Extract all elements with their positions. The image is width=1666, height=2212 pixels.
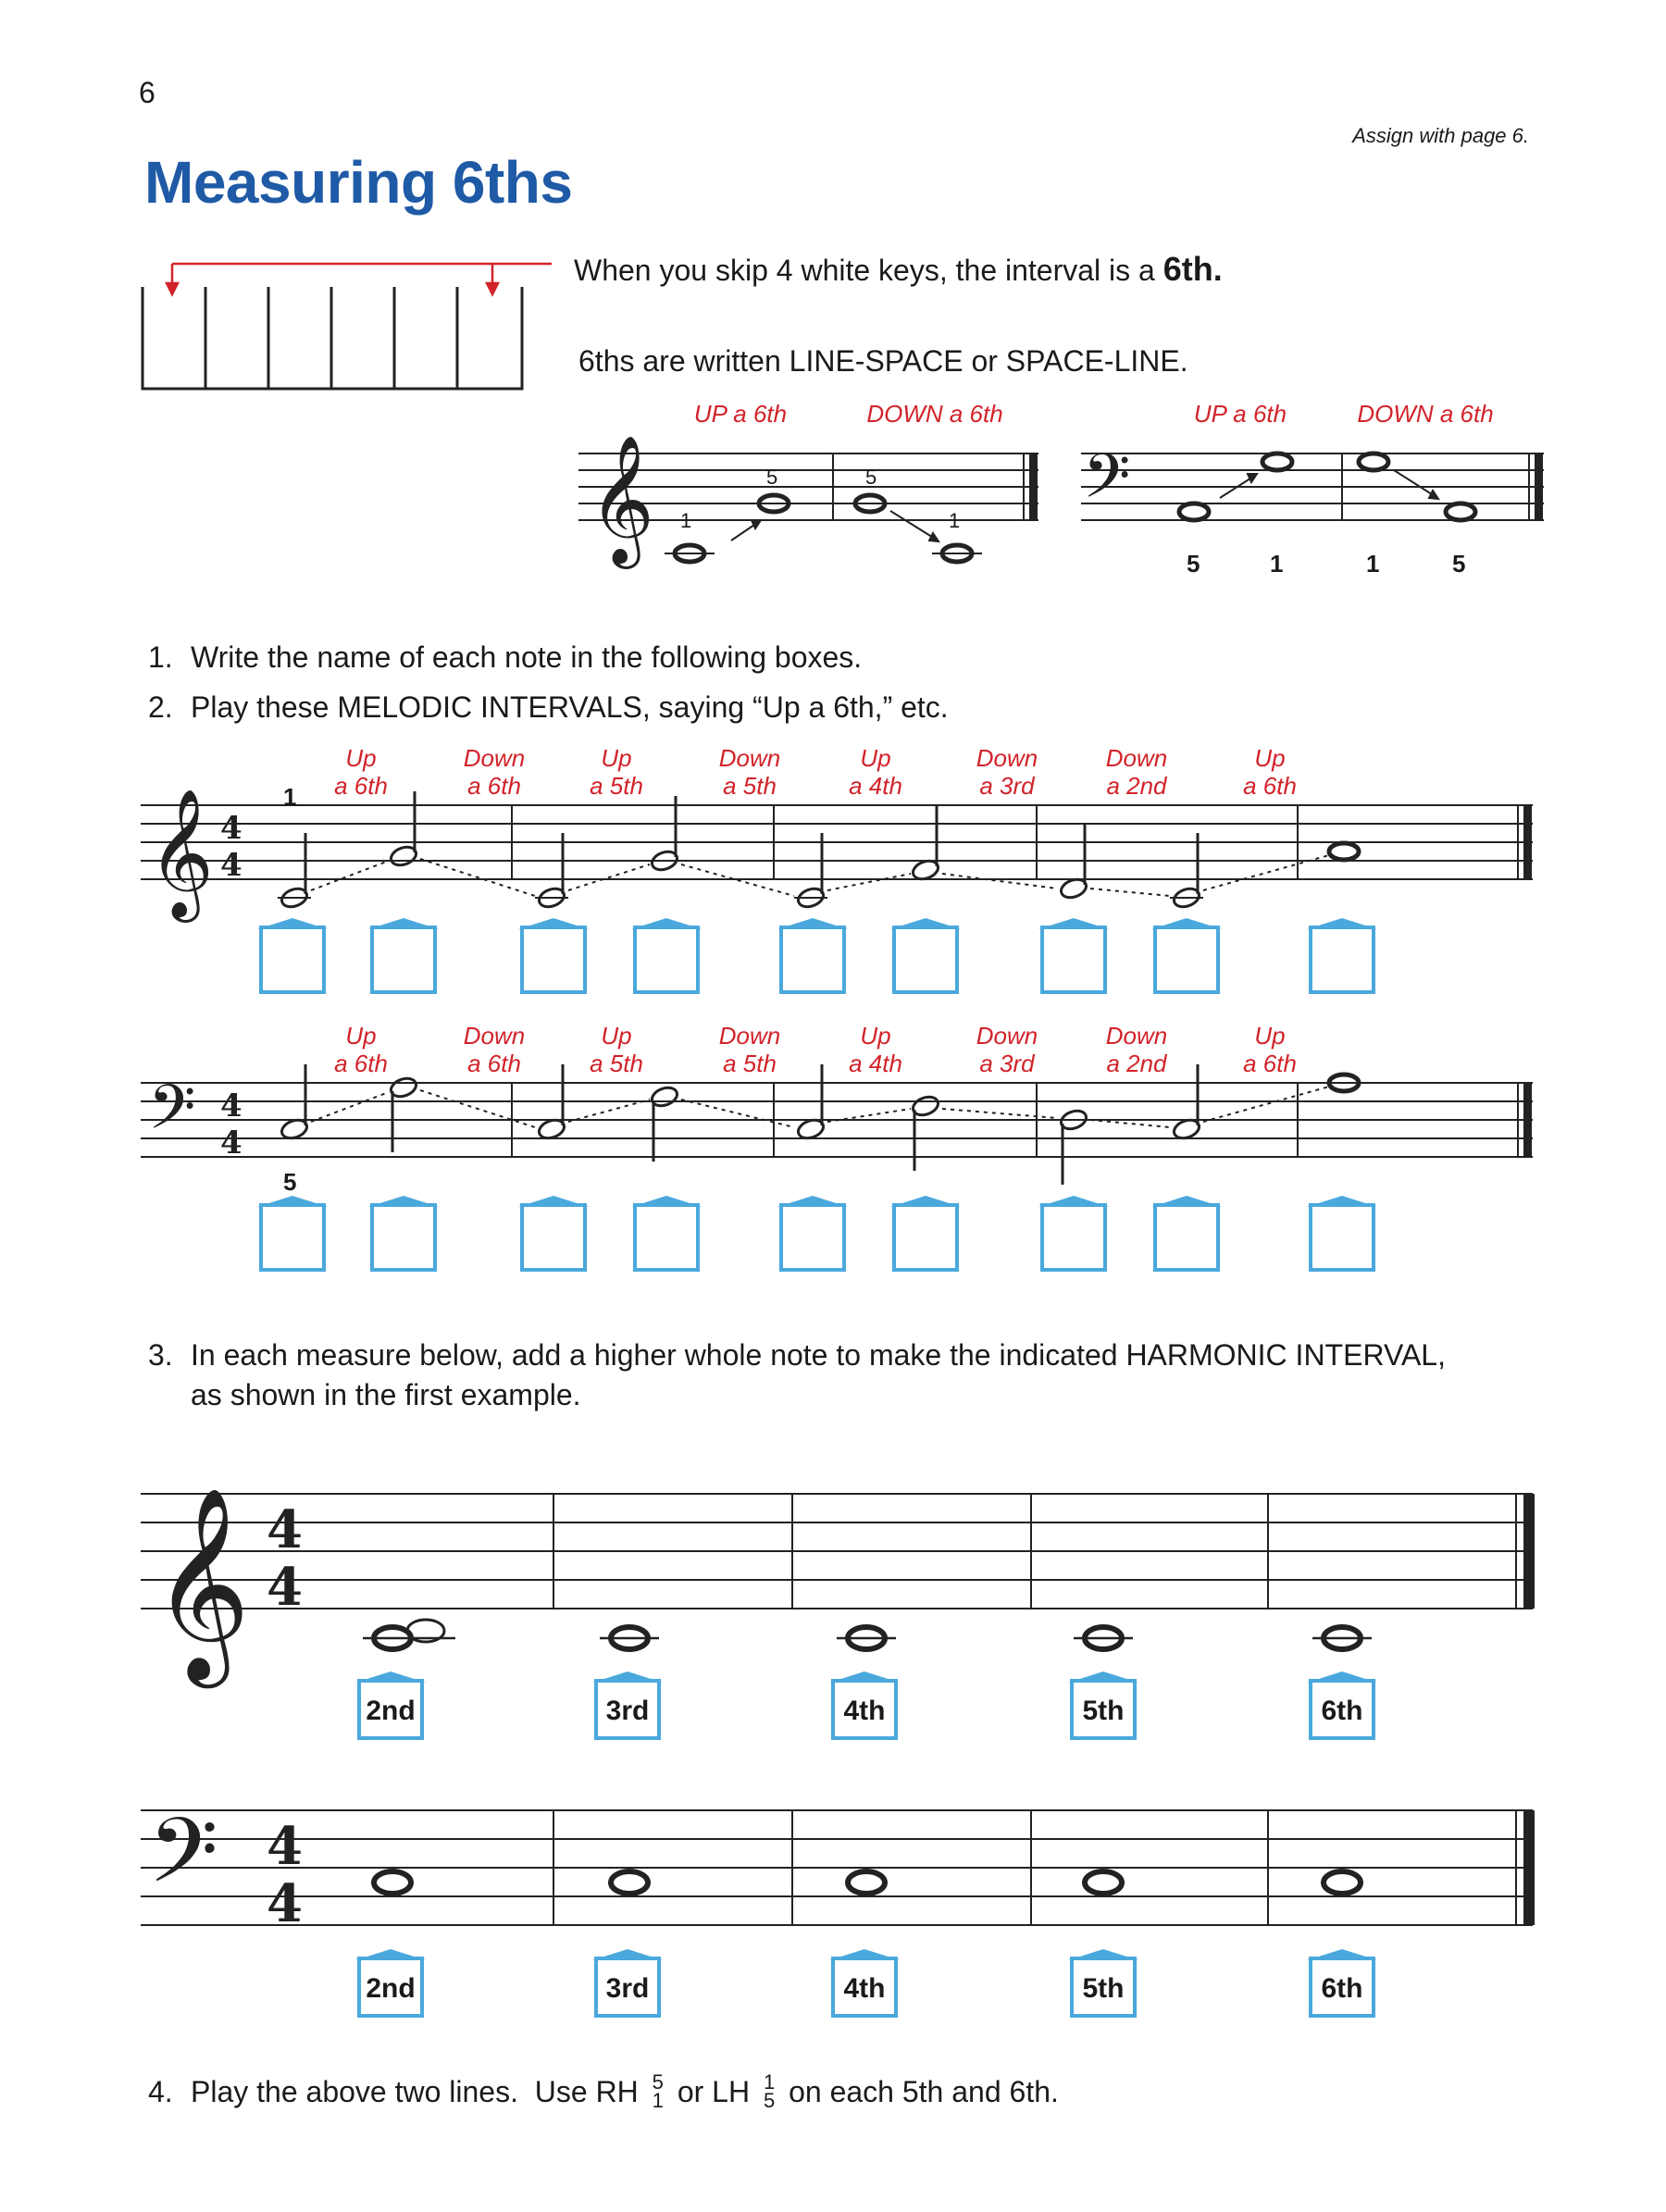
finger-label: 1	[1270, 550, 1284, 578]
bass-clef-icon: 𝄢	[1083, 441, 1131, 527]
time-signature-top: 4	[267, 1499, 303, 1560]
interval-label: Down a 6th	[463, 744, 526, 800]
instruction-text: Play these MELODIC INTERVALS, saying “Up a 6th,” etc.	[191, 690, 949, 724]
interval-box-label: 2nd	[366, 1973, 416, 2004]
finger-label: 1	[1366, 550, 1380, 578]
interval-label: Up a 5th	[590, 744, 643, 800]
interval-label: Up a 6th	[334, 744, 388, 800]
finger-label: 1	[763, 2070, 776, 2094]
finger-label: 5	[1452, 550, 1466, 578]
finger-label: 1	[680, 509, 692, 532]
intro-text: When you skip 4 white keys, the interval is a	[574, 254, 1163, 287]
treble-clef-icon: 𝄞	[148, 789, 214, 917]
interval-label: Up a 6th	[1243, 1022, 1297, 1077]
interval-label: Up a 5th	[590, 1022, 643, 1077]
treble-clef-icon: 𝄞	[589, 435, 654, 564]
interval-label: Up a 4th	[849, 1022, 902, 1077]
treble-clef-icon: 𝄞	[152, 1486, 251, 1680]
interval-label: Down a 5th	[718, 744, 781, 800]
rh-fingering	[652, 2070, 664, 2112]
interval-box-label: 6th	[1321, 1973, 1363, 2004]
treble-interval-boxes	[355, 1671, 1377, 1738]
instruction-number: 4.	[148, 2074, 173, 2108]
treble-harmonic-notes	[374, 1620, 1361, 1649]
finger-label: 5	[1187, 550, 1200, 578]
time-signature-bottom: 4	[220, 847, 242, 884]
interval-label: Down a 2nd	[1105, 1022, 1168, 1077]
bass-clef-icon: 𝄢	[148, 1072, 196, 1158]
instruction-number: 2.	[148, 690, 173, 724]
time-signature-top: 4	[220, 810, 242, 847]
instruction-text: Play the above two lines. Use RH	[191, 2074, 647, 2108]
assign-note: Assign with page 6.	[1352, 124, 1529, 147]
example-label-bass-down: DOWN a 6th	[1357, 400, 1494, 428]
treble-harmonic-staff	[141, 1494, 1533, 1609]
page-title: Measuring 6ths	[144, 149, 573, 216]
bass-harmonic-staff	[141, 1810, 1533, 1925]
instruction-text: on each 5th and 6th.	[780, 2074, 1059, 2108]
bass-interval-boxes	[355, 1949, 1377, 2016]
instruction-4	[148, 2070, 1059, 2112]
interval-box-label: 4th	[843, 1973, 886, 2004]
instruction-text: or LH	[668, 2074, 758, 2108]
time-signature-bottom: 4	[220, 1125, 242, 1162]
instruction-number: 3.	[148, 1338, 173, 1372]
example-label-treble-up: UP a 6th	[693, 400, 788, 428]
interval-box-label: 3rd	[605, 1973, 650, 2004]
interval-box-label: 3rd	[605, 1696, 650, 1726]
interval-box-label: 5th	[1082, 1973, 1125, 2004]
instruction-text: Write the name of each note in the following boxes.	[191, 640, 863, 674]
finger-label: 5	[652, 2070, 664, 2094]
intro-line-2: 6ths are written LINE-SPACE or SPACE-LINE.	[578, 344, 1188, 378]
finger-label: 1	[652, 2089, 664, 2112]
finger-label: 5	[865, 466, 877, 489]
finger-label: 1	[949, 509, 961, 532]
interval-label: Down a 6th	[463, 1022, 526, 1077]
interval-label: Down a 3rd	[976, 1022, 1038, 1077]
interval-box-label: 6th	[1321, 1696, 1363, 1726]
time-signature-bottom: 4	[267, 1557, 303, 1618]
finger-label: 5	[766, 466, 778, 489]
instruction-text: as shown in the first example.	[191, 1378, 581, 1411]
time-signature-bottom: 4	[267, 1873, 303, 1934]
bass-clef-icon: 𝄢	[148, 1797, 218, 1925]
interval-label: Up a 4th	[849, 744, 902, 800]
interval-box-label: 4th	[843, 1696, 886, 1726]
instruction-text: In each measure below, add a higher whole note to make the indicated HARMONIC INTERVAL,	[191, 1338, 1446, 1372]
finger-label: 5	[763, 2089, 776, 2112]
lh-fingering	[763, 2070, 776, 2112]
time-signature-top: 4	[220, 1087, 242, 1125]
intro-bold-6th: 6th.	[1162, 250, 1223, 288]
page-number: 6	[139, 76, 155, 109]
time-signature-top: 4	[267, 1816, 303, 1877]
interval-box-label: 5th	[1082, 1696, 1125, 1726]
interval-label: Up a 6th	[334, 1022, 388, 1077]
interval-label: Up a 6th	[1243, 744, 1297, 800]
interval-label: Down a 5th	[718, 1022, 781, 1077]
example-label-treble-down: DOWN a 6th	[866, 400, 1003, 428]
interval-label: Down a 2nd	[1105, 744, 1168, 800]
finger-label: 5	[283, 1168, 297, 1196]
interval-label: Down a 3rd	[976, 744, 1038, 800]
example-label-bass-up: UP a 6th	[1193, 400, 1287, 428]
finger-label: 1	[283, 783, 297, 811]
instruction-number: 1.	[148, 640, 173, 674]
interval-box-label: 2nd	[366, 1696, 416, 1726]
bass-harmonic-notes	[374, 1871, 1361, 1894]
